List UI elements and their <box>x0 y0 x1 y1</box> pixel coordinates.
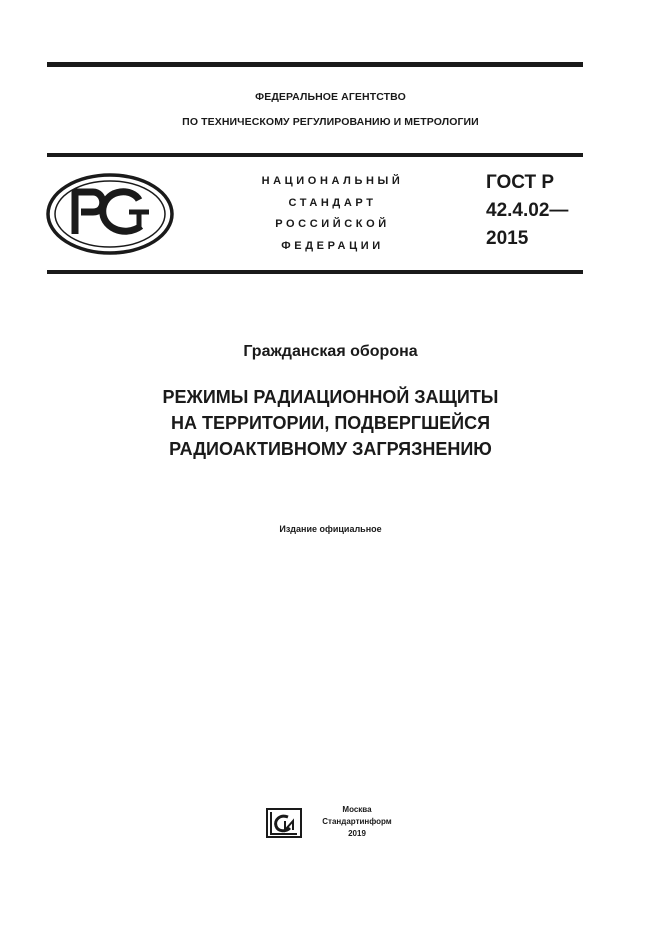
gost-designation <box>486 169 568 253</box>
national-standard-line: НАЦИОНАЛЬНЫЙ <box>261 175 404 187</box>
gost-line: ГОСТ Р <box>486 172 555 193</box>
rst-gost-emblem-icon <box>45 172 175 256</box>
edition-label: Издание официальное <box>279 524 382 534</box>
bottom-rule <box>47 270 583 274</box>
title-line: РЕЖИМЫ РАДИАЦИОННОЙ ЗАЩИТЫ <box>162 387 499 407</box>
top-rule <box>47 62 583 67</box>
standartinform-logo-icon <box>266 808 302 838</box>
publisher-year: 2019 <box>348 829 366 838</box>
publisher-name: Стандартинформ <box>322 817 392 826</box>
gost-line: 2015 <box>486 228 529 249</box>
gost-line: 42.4.02— <box>486 200 569 221</box>
publisher-block <box>312 804 402 840</box>
national-standard-line: РОССИЙСКОЙ <box>275 218 390 230</box>
title-line: РАДИОАКТИВНОМУ ЗАГРЯЗНЕНИЮ <box>169 439 492 459</box>
document-subtitle: Гражданская оборона <box>243 343 418 360</box>
title-line: НА ТЕРРИТОРИИ, ПОДВЕРГШЕЙСЯ <box>170 413 491 433</box>
national-standard-line: ФЕДЕРАЦИИ <box>281 239 384 252</box>
national-standard-line: СТАНДАРТ <box>288 196 377 209</box>
publisher-city: Москва <box>342 805 372 814</box>
middle-rule <box>47 153 583 157</box>
agency-line-1: ФЕДЕРАЛЬНОЕ АГЕНТСТВО <box>255 91 406 103</box>
national-standard-label <box>235 171 430 257</box>
document-title <box>0 384 661 462</box>
agency-line-2: ПО ТЕХНИЧЕСКОМУ РЕГУЛИРОВАНИЮ И МЕТРОЛОГИИ <box>182 116 479 128</box>
